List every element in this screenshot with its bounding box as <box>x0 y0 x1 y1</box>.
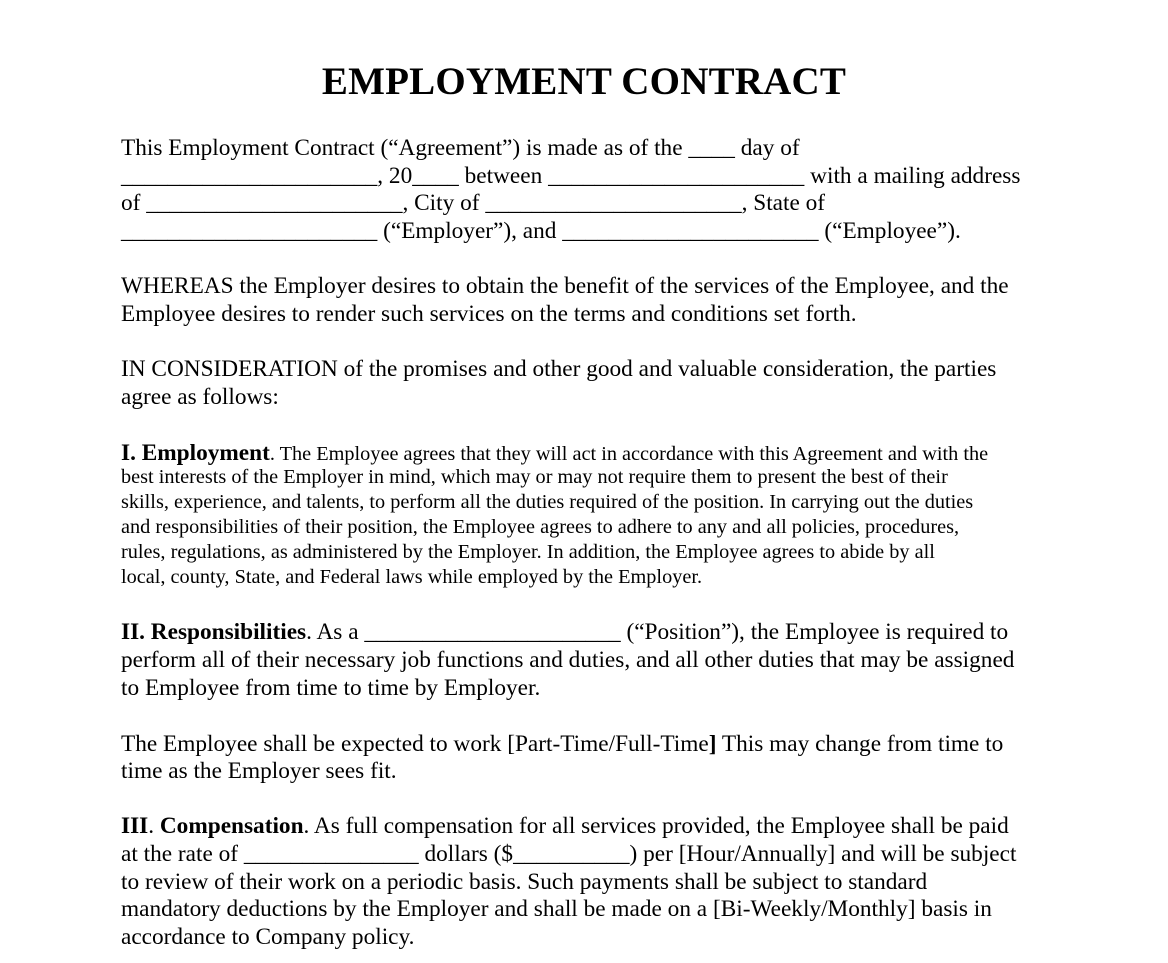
intro-line-2: ______________________, 20____ between ______________________ with a mailing address <box>121 163 1021 189</box>
responsibilities-heading: II. Responsibilities <box>121 619 307 645</box>
intro-line-3: of ______________________, City of ______________________, State of <box>121 190 826 216</box>
intro-line-4: ______________________ (“Employer”), and ______________________ (“Employee”). <box>121 218 961 244</box>
intro-line-1: This Employment Contract (“Agreement”) is made as of the ____ day of <box>121 135 800 161</box>
employment-heading: I. Employment <box>121 440 270 466</box>
employment-line-3: skills, experience, and talents, to perform all the duties required of the position. In carrying out the duties <box>121 491 974 513</box>
responsibilities-line-3: to Employee from time to time by Employer. <box>121 675 541 701</box>
compensation-line-2: at the rate of _______________ dollars ($__________) per [Hour/Annually] and will be subject <box>121 841 1017 867</box>
work-schedule-line-1 <box>121 730 1003 758</box>
work-schedule-text: The Employee shall be expected to work [Part-Time/Full-Time <box>121 731 709 757</box>
compensation-heading: Compensation <box>159 813 304 839</box>
employment-line-6: local, county, State, and Federal laws while employed by the Employer. <box>121 566 703 588</box>
compensation-heading-numeral: III <box>121 813 149 839</box>
employment-line-2: best interests of the Employer in mind, which may or may not require them to present the best of their <box>121 466 948 488</box>
responsibilities-line-2: perform all of their necessary job functions and duties, and all other duties that may be assigned <box>121 647 1015 673</box>
compensation-line-4: mandatory deductions by the Employer and shall be made on a [Bi-Weekly/Monthly] basis in <box>121 896 992 922</box>
responsibilities-line-1 <box>121 618 1008 646</box>
responsibilities-intro-text: . As a ______________________ (“Position”), the Employee is required to <box>306 619 1009 645</box>
employment-line-4: and responsibilities of their position, the Employee agrees to adhere to any and all policies, procedures, <box>121 516 960 538</box>
compensation-line-1 <box>121 812 1009 840</box>
work-schedule-line-2: time as the Employer sees fit. <box>121 758 397 784</box>
document-title: EMPLOYMENT CONTRACT <box>321 60 847 103</box>
employment-intro-text: . The Employee agrees that they will act in accordance with this Agreement and with the <box>269 443 989 465</box>
consideration-line-1: IN CONSIDERATION of the promises and other good and valuable consideration, the parties <box>121 356 997 382</box>
compensation-heading-dot: . <box>148 813 160 839</box>
work-schedule-text-rest: This may change from time to <box>716 731 1004 757</box>
compensation-intro-text: . As full compensation for all services provided, the Employee shall be paid <box>303 813 1009 839</box>
employment-line-5: rules, regulations, as administered by the Employer. In addition, the Employee agrees to abide by all <box>121 541 935 563</box>
compensation-line-5: accordance to Company policy. <box>121 924 415 950</box>
compensation-line-3: to review of their work on a periodic basis. Such payments shall be subject to standard <box>121 869 928 895</box>
work-schedule-bracket: ] <box>708 731 717 757</box>
consideration-line-2: agree as follows: <box>121 384 279 410</box>
whereas-line-2: Employee desires to render such services on the terms and conditions set forth. <box>121 301 857 327</box>
employment-line-1 <box>121 439 988 467</box>
whereas-line-1: WHEREAS the Employer desires to obtain the benefit of the services of the Employee, and the <box>121 273 1009 299</box>
